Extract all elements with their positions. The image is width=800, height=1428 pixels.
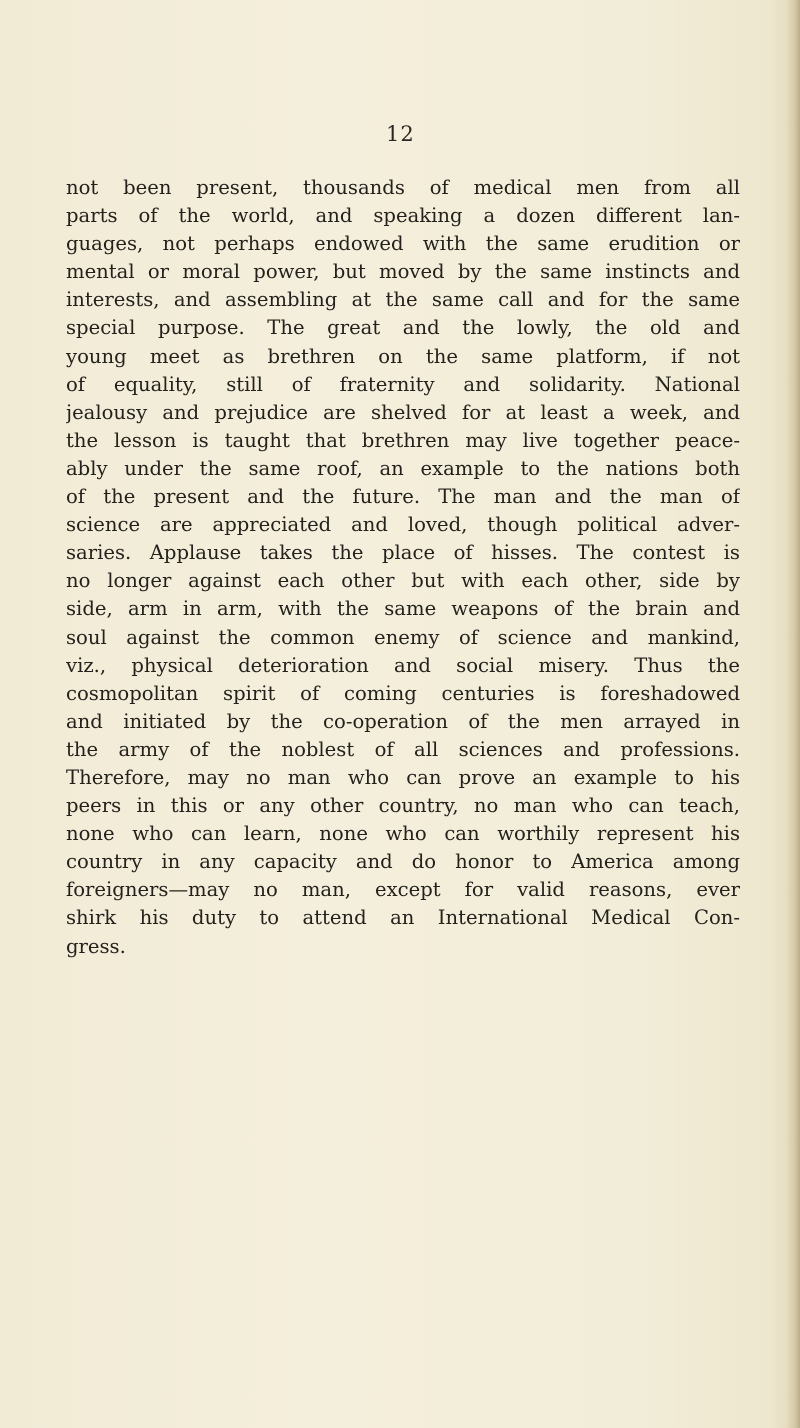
- text-line: of the present and the future. The man and the man of: [66, 485, 740, 509]
- page-number: 12: [386, 122, 415, 146]
- text-line: none who can learn, none who can worthily represent his: [66, 822, 740, 846]
- text-line: peers in this or any other country, no man who can teach,: [66, 794, 740, 818]
- text-line: foreigners—may no man, except for valid reasons, ever: [66, 878, 740, 902]
- text-line: ably under the same roof, an example to the nations both: [66, 456, 740, 480]
- text-line: country in any capacity and do honor to America among: [66, 850, 740, 874]
- text-line: guages, not perhaps endowed with the same erudition or: [66, 232, 740, 256]
- page-edge-shadow: [786, 0, 800, 1428]
- text-line: interests, and assembling at the same call and for the same: [66, 288, 740, 312]
- text-line: the lesson is taught that brethren may live together peace-: [66, 428, 740, 452]
- text-line: jealousy and prejudice are shelved for at least a week, and: [66, 400, 740, 424]
- body-paragraph: [66, 174, 740, 961]
- text-line: no longer against each other but with each other, side by: [66, 569, 740, 593]
- text-line: viz., physical deterioration and social misery. Thus the: [66, 653, 740, 677]
- text-line: young meet as brethren on the same platform, if not: [66, 344, 740, 368]
- text-line: cosmopolitan spirit of coming centuries is foreshadowed: [66, 681, 740, 705]
- text-line: gress.: [66, 934, 126, 958]
- text-line: shirk his duty to attend an International Medical Con-: [66, 906, 740, 930]
- text-line: side, arm in arm, with the same weapons of the brain and: [66, 597, 740, 621]
- text-line: not been present, thousands of medical men from all: [66, 176, 740, 199]
- text-line: saries. Applause takes the place of hisses. The contest is: [66, 541, 740, 565]
- text-line: parts of the world, and speaking a dozen different lan-: [66, 204, 740, 228]
- text-line: and initiated by the co-operation of the men arrayed in: [66, 709, 740, 733]
- text-line: Therefore, may no man who can prove an example to his: [66, 765, 740, 789]
- text-line: of equality, still of fraternity and solidarity. National: [66, 372, 740, 396]
- text-line: science are appreciated and loved, though political adver-: [66, 513, 740, 537]
- text-line: the army of the noblest of all sciences and professions.: [66, 737, 740, 761]
- text-line: mental or moral power, but moved by the same instincts and: [66, 260, 740, 284]
- text-line: special purpose. The great and the lowly, the old and: [66, 316, 740, 340]
- text-line: soul against the common enemy of science and mankind,: [66, 625, 740, 649]
